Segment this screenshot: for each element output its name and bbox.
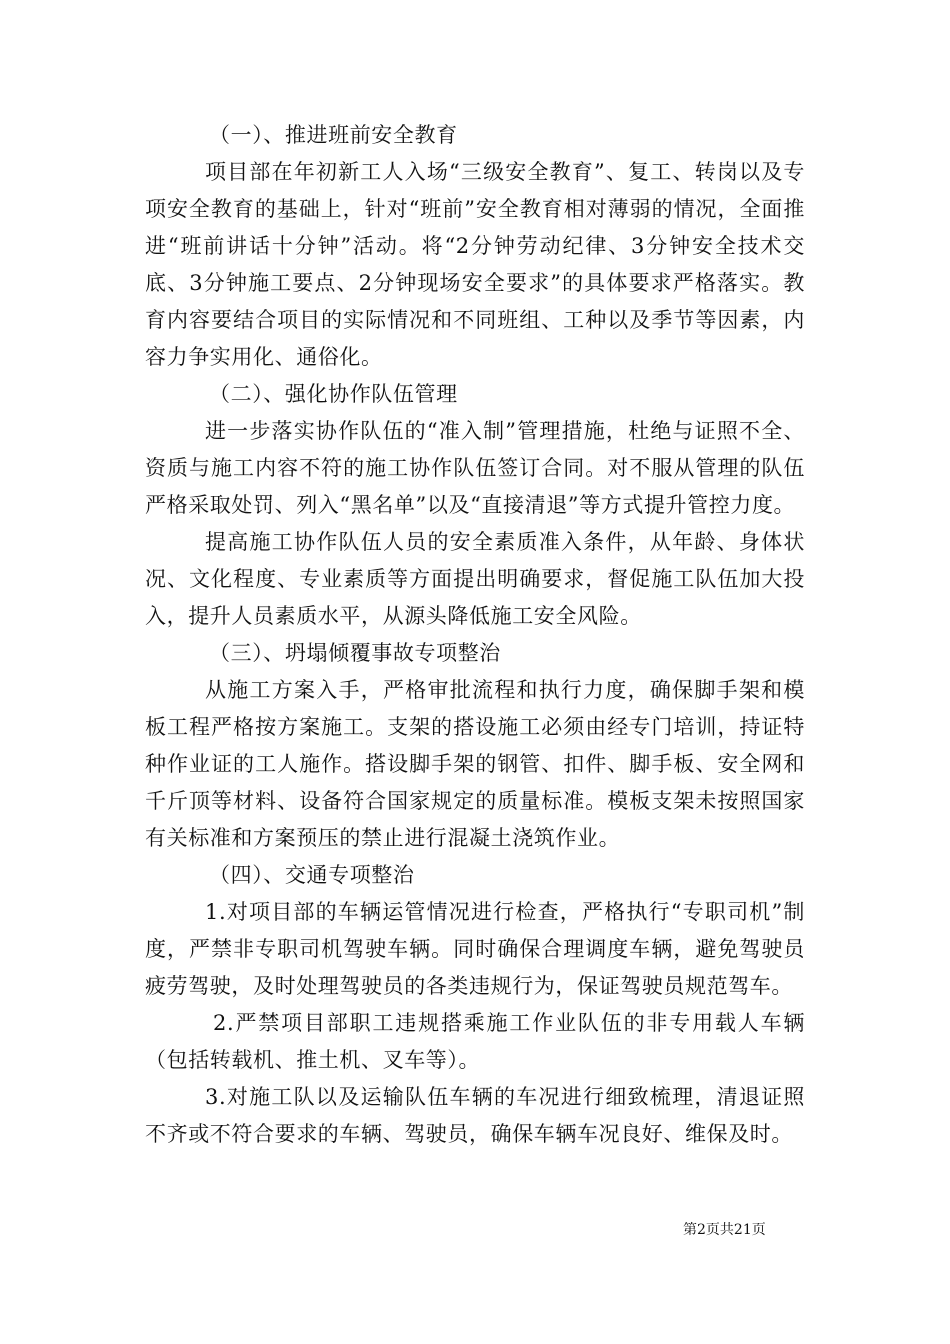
paragraph: 2.严禁项目部职工违规搭乘施工作业队伍的非专用载人车辆（包括转载机、推土机、叉车等）。 — [145, 1011, 805, 1072]
section-heading: （三）、坍塌倾覆事故专项整治 — [209, 641, 501, 665]
paragraph: 进一步落实协作队伍的“准入制”管理措施，杜绝与证照不全、资质与施工内容不符的施工协作队伍签订合同。对不服从管理的队伍严格采取处罚、列入“黑名单”以及“直接清退”等方式提升管控力度。 — [145, 419, 805, 517]
paragraph: 项目部在年初新工人入场“三级安全教育”、复工、转岗以及专项安全教育的基础上，针对“班前”安全教育相对薄弱的情况，全面推进“班前讲话十分钟”活动。将“2分钟劳动纪律、3分钟安全技术交底、3分钟施工要点、2分钟现场安全要求”的具体要求严格落实。教育内容要结合项目的实际情况和不同班组、工种以及季节等因素，内容力争实用化、通俗化。 — [145, 160, 805, 369]
paragraph: 3.对施工队以及运输队伍车辆的车况进行细致梳理，清退证照不齐或不符合要求的车辆、驾驶员，确保车辆车况良好、维保及时。 — [145, 1085, 805, 1146]
document-body — [145, 117, 805, 1153]
paragraph: 1.对项目部的车辆运管情况进行检查，严格执行“专职司机”制度，严禁非专职司机驾驶车辆。同时确保合理调度车辆，避免驾驶员疲劳驾驶，及时处理驾驶员的各类违规行为，保证驾驶员规范驾车。 — [145, 900, 805, 998]
page-number-footer: 第2页共21页 — [683, 1222, 766, 1238]
paragraph: 从施工方案入手，严格审批流程和执行力度，确保脚手架和模板工程严格按方案施工。支架的搭设施工必须由经专门培训，持证特种作业证的工人施作。搭设脚手架的钢管、扣件、脚手板、安全网和千斤顶等材料、设备符合国家规定的质量标准。模板支架未按照国家有关标准和方案预压的禁止进行混凝土浇筑作业。 — [145, 678, 805, 850]
paragraph: 提高施工协作队伍人员的安全素质准入条件，从年龄、身体状况、文化程度、专业素质等方面提出明确要求，督促施工队伍加大投入，提升人员素质水平，从源头降低施工安全风险。 — [145, 530, 805, 628]
section-heading: （四）、交通专项整治 — [209, 863, 415, 887]
section-heading: （一）、推进班前安全教育 — [209, 123, 458, 147]
section-heading: （二）、强化协作队伍管理 — [209, 382, 458, 406]
